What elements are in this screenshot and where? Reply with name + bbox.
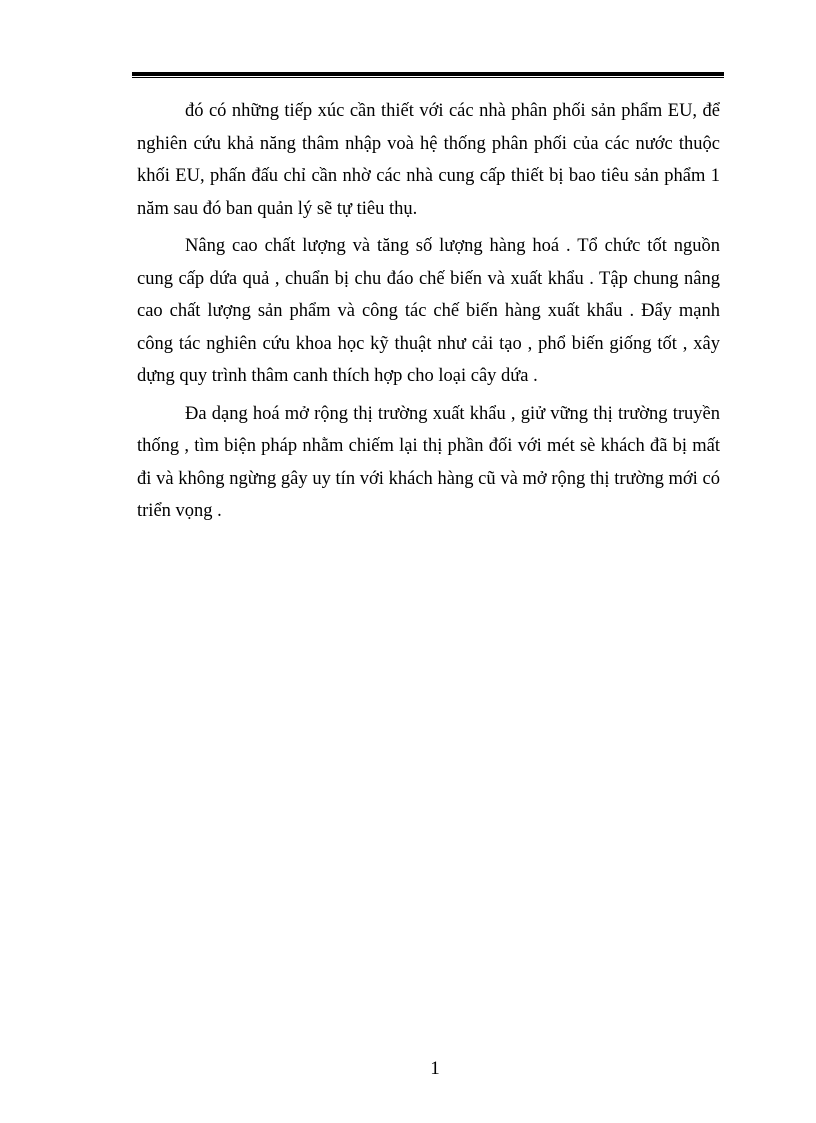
header-rule-thin-line — [132, 77, 724, 78]
paragraph-market-diversification: Đa dạng hoá mở rộng thị trường xuất khẩu , giử vững thị trường truyền thống , tìm biện pháp nhằm chiếm lại thị phần đối với mét sè khách đã bị mất đi và không ngừng gây uy tín với khách hàng cũ và mở rộng thị trường mới có triển vọng . — [137, 403, 720, 521]
paragraph-quality: Nâng cao chất lượng và tăng số lượng hàng hoá . Tổ chức tốt nguồn cung cấp dứa quả , chuẩn bị chu đáo chế biến và xuất khẩu . Tập chung nâng cao chất lượng sản phẩm và công tác chế biến hàng xuất khẩu . Đẩy mạnh công tác nghiên cứu khoa học kỹ thuật như cải tạo , phổ biến giống tốt , xây dựng quy trình thâm canh thích hợp cho loại cây dứa . — [137, 236, 720, 386]
page-body — [137, 95, 720, 528]
page-number: 1 — [430, 1058, 440, 1079]
header-rule-thick-line — [132, 72, 724, 76]
header-rule — [132, 70, 724, 80]
paragraph-continued: đó có những tiếp xúc cần thiết với các nhà phân phối sản phẩm EU, để nghiên cứu khả năng thâm nhập voà hệ thống phân phối của các nước thuộc khối EU, phấn đấu chỉ cần nhờ các nhà cung cấp thiết bị bao tiêu sản phẩm 1 năm sau đó ban quản lý sẽ tự tiêu thụ. — [137, 101, 720, 219]
